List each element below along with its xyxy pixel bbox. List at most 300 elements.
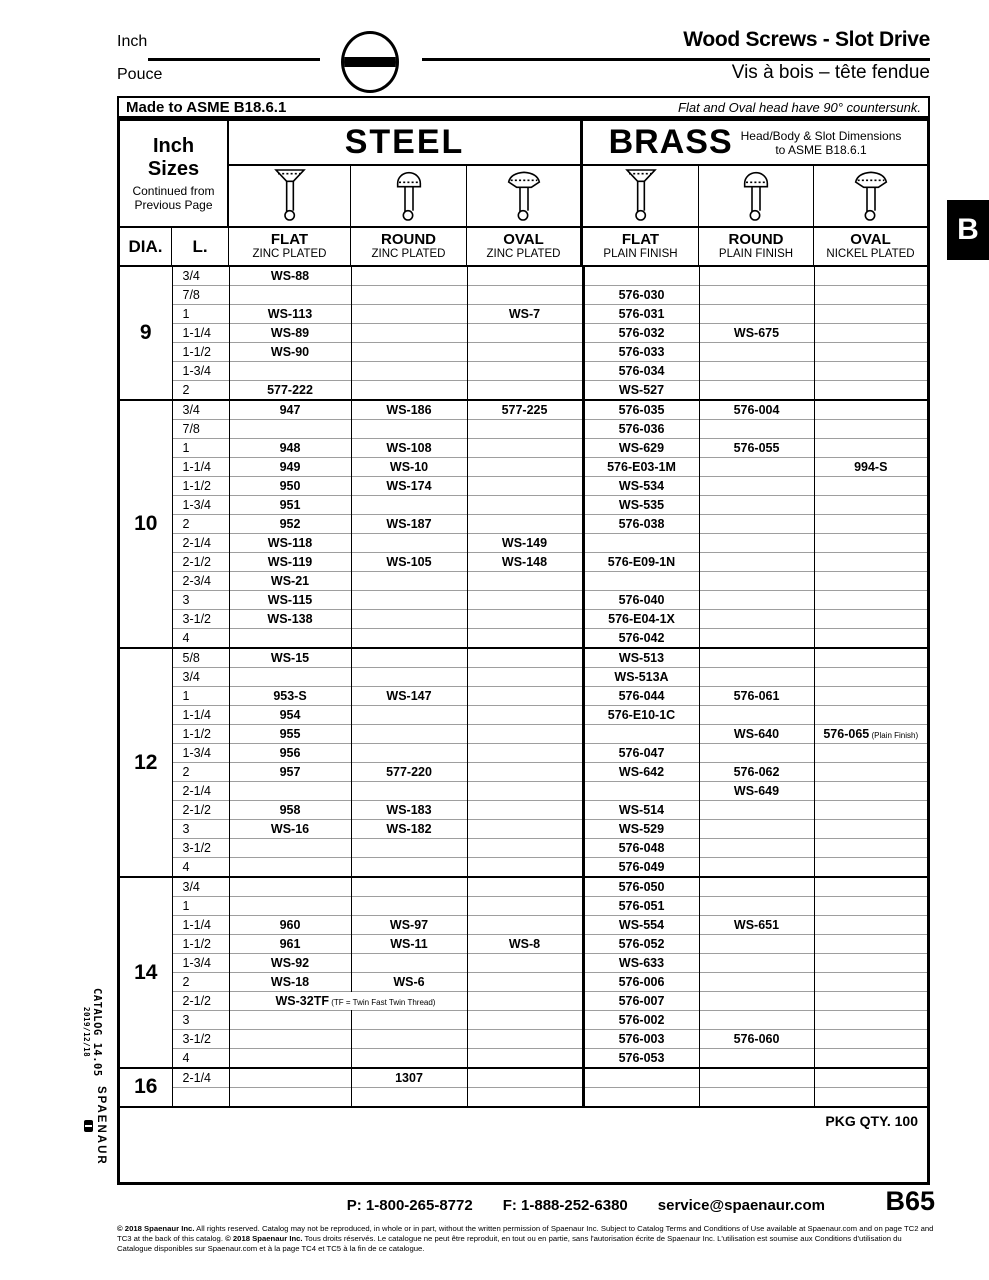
part-cell — [229, 420, 351, 439]
part-cell — [583, 1088, 699, 1106]
part-cell: 576-038 — [583, 515, 699, 534]
pkg-qty-label: PKG QTY. 100 — [825, 1112, 918, 1129]
part-cell — [699, 591, 814, 610]
part-cell — [351, 324, 467, 343]
part-cell: 576-033 — [583, 343, 699, 362]
length-cell: 1-3/4 — [172, 496, 229, 515]
part-cell: WS-554 — [583, 916, 699, 935]
table-row — [120, 1030, 927, 1049]
part-cell — [814, 439, 927, 458]
table-row — [120, 1068, 927, 1088]
part-cell — [814, 534, 927, 553]
part-cell — [814, 668, 927, 687]
part-cell — [699, 343, 814, 362]
steel-section-label: STEEL — [229, 121, 583, 166]
part-cell: 577-225 — [467, 400, 583, 420]
part-cell: 576-049 — [583, 858, 699, 878]
part-cell — [229, 668, 351, 687]
part-cell: 576-061 — [699, 687, 814, 706]
length-cell: 1-1/2 — [172, 477, 229, 496]
part-cell: WS-16 — [229, 820, 351, 839]
header-rule-left — [148, 58, 320, 61]
part-cell — [699, 973, 814, 992]
part-cell — [699, 305, 814, 324]
part-cell — [351, 534, 467, 553]
part-cell: WS-92 — [229, 954, 351, 973]
brass-section-note: Head/Body & Slot Dimensions to ASME B18.6.1 — [740, 128, 902, 157]
part-cell — [583, 267, 699, 286]
part-cell — [814, 801, 927, 820]
standard-label: Made to ASME B18.6.1 — [126, 98, 287, 116]
part-cell: 576-034 — [583, 362, 699, 381]
length-cell: 3/4 — [172, 267, 229, 286]
part-cell — [467, 420, 583, 439]
length-cell: 1-1/2 — [172, 343, 229, 362]
part-cell — [814, 362, 927, 381]
part-cell — [814, 267, 927, 286]
part-cell — [467, 992, 583, 1011]
part-cell — [229, 629, 351, 649]
length-cell — [172, 1088, 229, 1106]
part-cell: 576-035 — [583, 400, 699, 420]
part-cell — [229, 286, 351, 305]
part-cell — [229, 877, 351, 897]
col-header-flat-plain: FLAT PLAIN FINISH — [583, 228, 699, 265]
part-cell: 576-030 — [583, 286, 699, 305]
table-row — [120, 458, 927, 477]
part-cell — [699, 1011, 814, 1030]
part-cell: 576-032 — [583, 324, 699, 343]
length-cell: 1-3/4 — [172, 954, 229, 973]
part-cell — [699, 420, 814, 439]
part-cell: 948 — [229, 439, 351, 458]
col-header-length: L. — [172, 228, 229, 265]
part-cell — [699, 477, 814, 496]
part-cell: WS-6 — [351, 973, 467, 992]
part-cell: 950 — [229, 477, 351, 496]
part-cell — [467, 858, 583, 878]
section-tab: B — [947, 200, 989, 260]
part-cell — [814, 286, 927, 305]
part-cell: WS-118 — [229, 534, 351, 553]
part-cell: WS-8 — [467, 935, 583, 954]
part-cell: WS-90 — [229, 343, 351, 362]
part-cell — [351, 496, 467, 515]
part-cell — [467, 648, 583, 668]
table-row — [120, 496, 927, 515]
part-cell — [814, 1088, 927, 1106]
dia-group-9 — [120, 267, 927, 400]
copyright-text: © 2018 Spaenaur Inc. All rights reserved. Catalog may not be reproduced, in whole or in part, without the written permission of Spaenaur Inc. Subject to Catalog Terms and Conditions of Use available at Spaenaur.com and on page TC2 and TC3 at the back of this catalog. © 2018 Spaenaur Inc. Tous droits réservés. Le catalogue ne peut être reproduit, en tout ou en partie, sans l'autorisation écrite de Spaenaur Inc. L'utilisation est soumise aux Conditions d'utilisation du Catalogue disponibles sur Spaenaur.com et à la page TC4 et TC5 à la fin de ce catalogue. — [117, 1224, 934, 1253]
table-row — [120, 1049, 927, 1069]
part-cell — [814, 897, 927, 916]
part-cell — [583, 1068, 699, 1088]
brand-name: SPAENAUR — [95, 1086, 107, 1166]
part-cell — [467, 1088, 583, 1106]
table-row — [120, 1011, 927, 1030]
part-cell — [351, 286, 467, 305]
part-cell — [467, 668, 583, 687]
part-cell — [351, 343, 467, 362]
length-cell: 3/4 — [172, 400, 229, 420]
part-cell: WS-7 — [467, 305, 583, 324]
inch-sizes-word2: Sizes — [147, 158, 200, 180]
part-cell — [467, 1049, 583, 1069]
part-cell — [699, 858, 814, 878]
part-cell — [351, 610, 467, 629]
table-row — [120, 668, 927, 687]
table-row — [120, 763, 927, 782]
part-cell — [467, 839, 583, 858]
table-row — [120, 820, 927, 839]
part-cell — [699, 648, 814, 668]
part-cell — [467, 286, 583, 305]
part-cell — [814, 763, 927, 782]
part-cell — [814, 687, 927, 706]
part-cell — [814, 610, 927, 629]
table-row — [120, 362, 927, 381]
part-cell: WS-174 — [351, 477, 467, 496]
part-cell — [229, 362, 351, 381]
part-cell: 961 — [229, 935, 351, 954]
part-cell: WS-97 — [351, 916, 467, 935]
part-cell — [467, 1030, 583, 1049]
part-cell — [467, 458, 583, 477]
part-cell — [351, 648, 467, 668]
part-cell — [583, 782, 699, 801]
length-cell: 1-1/4 — [172, 458, 229, 477]
part-cell — [699, 954, 814, 973]
part-cell — [351, 591, 467, 610]
part-cell: 949 — [229, 458, 351, 477]
part-cell — [699, 935, 814, 954]
table-row — [120, 725, 927, 744]
part-cell — [814, 744, 927, 763]
unit-label-fr: Pouce — [117, 66, 163, 83]
fax-number: F: 1-888-252-6380 — [502, 1197, 628, 1214]
col-header-flat-zinc: FLAT ZINC PLATED — [229, 228, 351, 265]
part-cell — [467, 782, 583, 801]
part-cell — [467, 572, 583, 591]
part-cell — [699, 496, 814, 515]
part-cell — [699, 992, 814, 1011]
part-cell: WS-675 — [699, 324, 814, 343]
part-cell — [699, 629, 814, 649]
part-cell — [467, 725, 583, 744]
length-cell: 1 — [172, 897, 229, 916]
parts-table — [117, 118, 930, 1185]
part-cell: 576-E04-1X — [583, 610, 699, 629]
part-cell — [467, 706, 583, 725]
part-cell — [467, 820, 583, 839]
part-cell: 960 — [229, 916, 351, 935]
part-cell: 576-E10-1C — [583, 706, 699, 725]
part-cell — [814, 591, 927, 610]
part-cell — [814, 935, 927, 954]
length-cell: 3 — [172, 591, 229, 610]
length-cell: 2-1/4 — [172, 782, 229, 801]
part-cell: WS-642 — [583, 763, 699, 782]
part-cell — [699, 458, 814, 477]
part-cell: 576-047 — [583, 744, 699, 763]
part-cell — [351, 381, 467, 401]
oval-screw-icon — [814, 166, 927, 228]
length-cell: 2-1/4 — [172, 1068, 229, 1088]
part-cell — [351, 897, 467, 916]
part-cell: 576-060 — [699, 1030, 814, 1049]
part-cell — [699, 801, 814, 820]
part-cell — [467, 1068, 583, 1088]
part-cell: WS-10 — [351, 458, 467, 477]
part-cell: WS-89 — [229, 324, 351, 343]
part-cell — [351, 305, 467, 324]
table-row — [120, 591, 927, 610]
part-cell — [229, 839, 351, 858]
part-cell — [467, 439, 583, 458]
part-cell — [814, 420, 927, 439]
part-cell — [351, 858, 467, 878]
part-cell — [814, 1049, 927, 1069]
table-row — [120, 954, 927, 973]
part-cell — [351, 839, 467, 858]
table-row — [120, 839, 927, 858]
part-cell: WS-147 — [351, 687, 467, 706]
length-cell: 3/4 — [172, 668, 229, 687]
part-cell — [351, 1030, 467, 1049]
length-cell: 4 — [172, 629, 229, 649]
part-cell: 576-E09-1N — [583, 553, 699, 572]
part-cell — [699, 610, 814, 629]
part-cell — [814, 305, 927, 324]
table-header — [120, 121, 927, 267]
contact-line — [117, 1197, 933, 1214]
part-cell: WS-182 — [351, 820, 467, 839]
col-header-dia: DIA. — [120, 228, 172, 265]
part-cell: 576-050 — [583, 877, 699, 897]
spaenaur-logo-icon — [84, 1120, 93, 1132]
part-cell: WS-119 — [229, 553, 351, 572]
part-cell — [583, 725, 699, 744]
part-cell: WS-514 — [583, 801, 699, 820]
table-row — [120, 782, 927, 801]
part-cell — [467, 897, 583, 916]
part-cell — [814, 324, 927, 343]
col-header-round-zinc: ROUND ZINC PLATED — [351, 228, 467, 265]
part-cell — [467, 324, 583, 343]
part-cell: 954 — [229, 706, 351, 725]
part-cell — [351, 877, 467, 897]
length-cell: 1-3/4 — [172, 362, 229, 381]
part-cell: WS-513 — [583, 648, 699, 668]
part-cell: 576-042 — [583, 629, 699, 649]
part-cell — [699, 515, 814, 534]
table-row — [120, 534, 927, 553]
table-row — [120, 706, 927, 725]
length-cell: 1 — [172, 687, 229, 706]
length-cell: 2-3/4 — [172, 572, 229, 591]
part-cell — [351, 706, 467, 725]
page-number: B65 — [885, 1186, 935, 1216]
length-cell: 3/4 — [172, 877, 229, 897]
length-cell: 3-1/2 — [172, 1030, 229, 1049]
part-cell — [467, 973, 583, 992]
part-cell — [699, 706, 814, 725]
part-cell: WS-18 — [229, 973, 351, 992]
part-cell — [699, 572, 814, 591]
part-cell — [229, 1011, 351, 1030]
part-cell: 576-004 — [699, 400, 814, 420]
part-cell: 576-051 — [583, 897, 699, 916]
part-cell — [699, 668, 814, 687]
part-cell — [814, 515, 927, 534]
inch-sizes-cell — [120, 121, 229, 228]
part-cell — [351, 782, 467, 801]
slot-drive-icon — [341, 31, 399, 93]
part-cell: WS-21 — [229, 572, 351, 591]
table-row — [120, 381, 927, 401]
part-cell — [351, 1011, 467, 1030]
part-cell — [583, 572, 699, 591]
table-row — [120, 515, 927, 534]
part-cell: 576-036 — [583, 420, 699, 439]
standard-bar — [117, 96, 930, 118]
part-cell — [814, 877, 927, 897]
part-cell — [467, 515, 583, 534]
table-row — [120, 973, 927, 992]
part-cell: WS-651 — [699, 916, 814, 935]
length-cell: 1 — [172, 305, 229, 324]
part-cell — [699, 286, 814, 305]
table-row — [120, 439, 927, 458]
part-cell — [814, 629, 927, 649]
part-cell: WS-640 — [699, 725, 814, 744]
catalog-date: 2019/12/18 — [82, 1007, 91, 1058]
part-cell — [467, 343, 583, 362]
length-cell: 2-1/2 — [172, 992, 229, 1011]
part-number-table — [120, 267, 927, 1106]
part-cell: 1307 — [351, 1068, 467, 1088]
part-cell: 953-S — [229, 687, 351, 706]
part-cell — [814, 954, 927, 973]
dia-label: 9 — [120, 267, 172, 400]
dia-group-10 — [120, 400, 927, 648]
part-cell — [699, 744, 814, 763]
part-cell — [351, 362, 467, 381]
part-cell — [814, 572, 927, 591]
part-cell — [351, 420, 467, 439]
part-cell: WS-513A — [583, 668, 699, 687]
part-cell — [467, 381, 583, 401]
part-cell: 576-065 (Plain Finish) — [814, 725, 927, 744]
part-cell — [814, 343, 927, 362]
table-row — [120, 572, 927, 591]
part-cell — [699, 1088, 814, 1106]
inch-sizes-sub: Continued from Previous Page — [132, 184, 215, 212]
length-cell: 2 — [172, 515, 229, 534]
part-cell — [814, 858, 927, 878]
part-cell: WS-11 — [351, 935, 467, 954]
part-cell — [814, 381, 927, 401]
part-cell — [814, 400, 927, 420]
length-cell: 4 — [172, 1049, 229, 1069]
table-row — [120, 629, 927, 649]
table-row — [120, 858, 927, 878]
part-cell: 957 — [229, 763, 351, 782]
part-cell: 576-002 — [583, 1011, 699, 1030]
part-cell — [351, 267, 467, 286]
countersunk-note: Flat and Oval head have 90° countersunk. — [678, 99, 921, 115]
col-header-oval-nickel: OVAL NICKEL PLATED — [826, 230, 915, 260]
table-row — [120, 400, 927, 420]
part-cell — [699, 267, 814, 286]
part-cell — [814, 648, 927, 668]
part-cell — [814, 706, 927, 725]
dia-label: 12 — [120, 648, 172, 877]
part-cell — [351, 1049, 467, 1069]
part-cell — [467, 629, 583, 649]
dia-group-12 — [120, 648, 927, 877]
part-cell: WS-15 — [229, 648, 351, 668]
part-cell: WS-113 — [229, 305, 351, 324]
part-cell: 576-006 — [583, 973, 699, 992]
length-cell: 4 — [172, 858, 229, 878]
part-cell — [351, 668, 467, 687]
length-cell: 7/8 — [172, 420, 229, 439]
table-row — [120, 897, 927, 916]
dia-group-14 — [120, 877, 927, 1068]
table-row — [120, 877, 927, 897]
part-cell: 576-031 — [583, 305, 699, 324]
part-cell: WS-186 — [351, 400, 467, 420]
unit-label-en: Inch — [117, 33, 148, 50]
part-cell: WS-105 — [351, 553, 467, 572]
part-cell: 576-053 — [583, 1049, 699, 1069]
part-cell: 576-E03-1M — [583, 458, 699, 477]
part-cell: 947 — [229, 400, 351, 420]
part-cell: WS-649 — [699, 782, 814, 801]
catalog-edition — [82, 988, 103, 1077]
part-cell: 577-220 — [351, 763, 467, 782]
part-cell — [351, 744, 467, 763]
part-cell — [467, 801, 583, 820]
part-cell — [699, 362, 814, 381]
part-cell — [699, 534, 814, 553]
part-cell — [814, 782, 927, 801]
part-cell — [699, 1049, 814, 1069]
table-row — [120, 801, 927, 820]
part-cell: 577-222 — [229, 381, 351, 401]
part-cell — [814, 496, 927, 515]
part-cell: 576-048 — [583, 839, 699, 858]
length-cell: 2-1/2 — [172, 801, 229, 820]
part-cell — [814, 1068, 927, 1088]
part-cell — [467, 877, 583, 897]
length-cell: 1-3/4 — [172, 744, 229, 763]
part-cell: 951 — [229, 496, 351, 515]
part-cell: 994-S — [814, 458, 927, 477]
part-cell: WS-115 — [229, 591, 351, 610]
part-cell: 956 — [229, 744, 351, 763]
part-cell: WS-108 — [351, 439, 467, 458]
table-row — [120, 477, 927, 496]
part-cell — [699, 1068, 814, 1088]
part-cell — [814, 992, 927, 1011]
part-cell — [583, 534, 699, 553]
brass-section-label: BRASS — [608, 123, 733, 161]
part-cell — [699, 897, 814, 916]
table-row — [120, 744, 927, 763]
dia-label: 14 — [120, 877, 172, 1068]
